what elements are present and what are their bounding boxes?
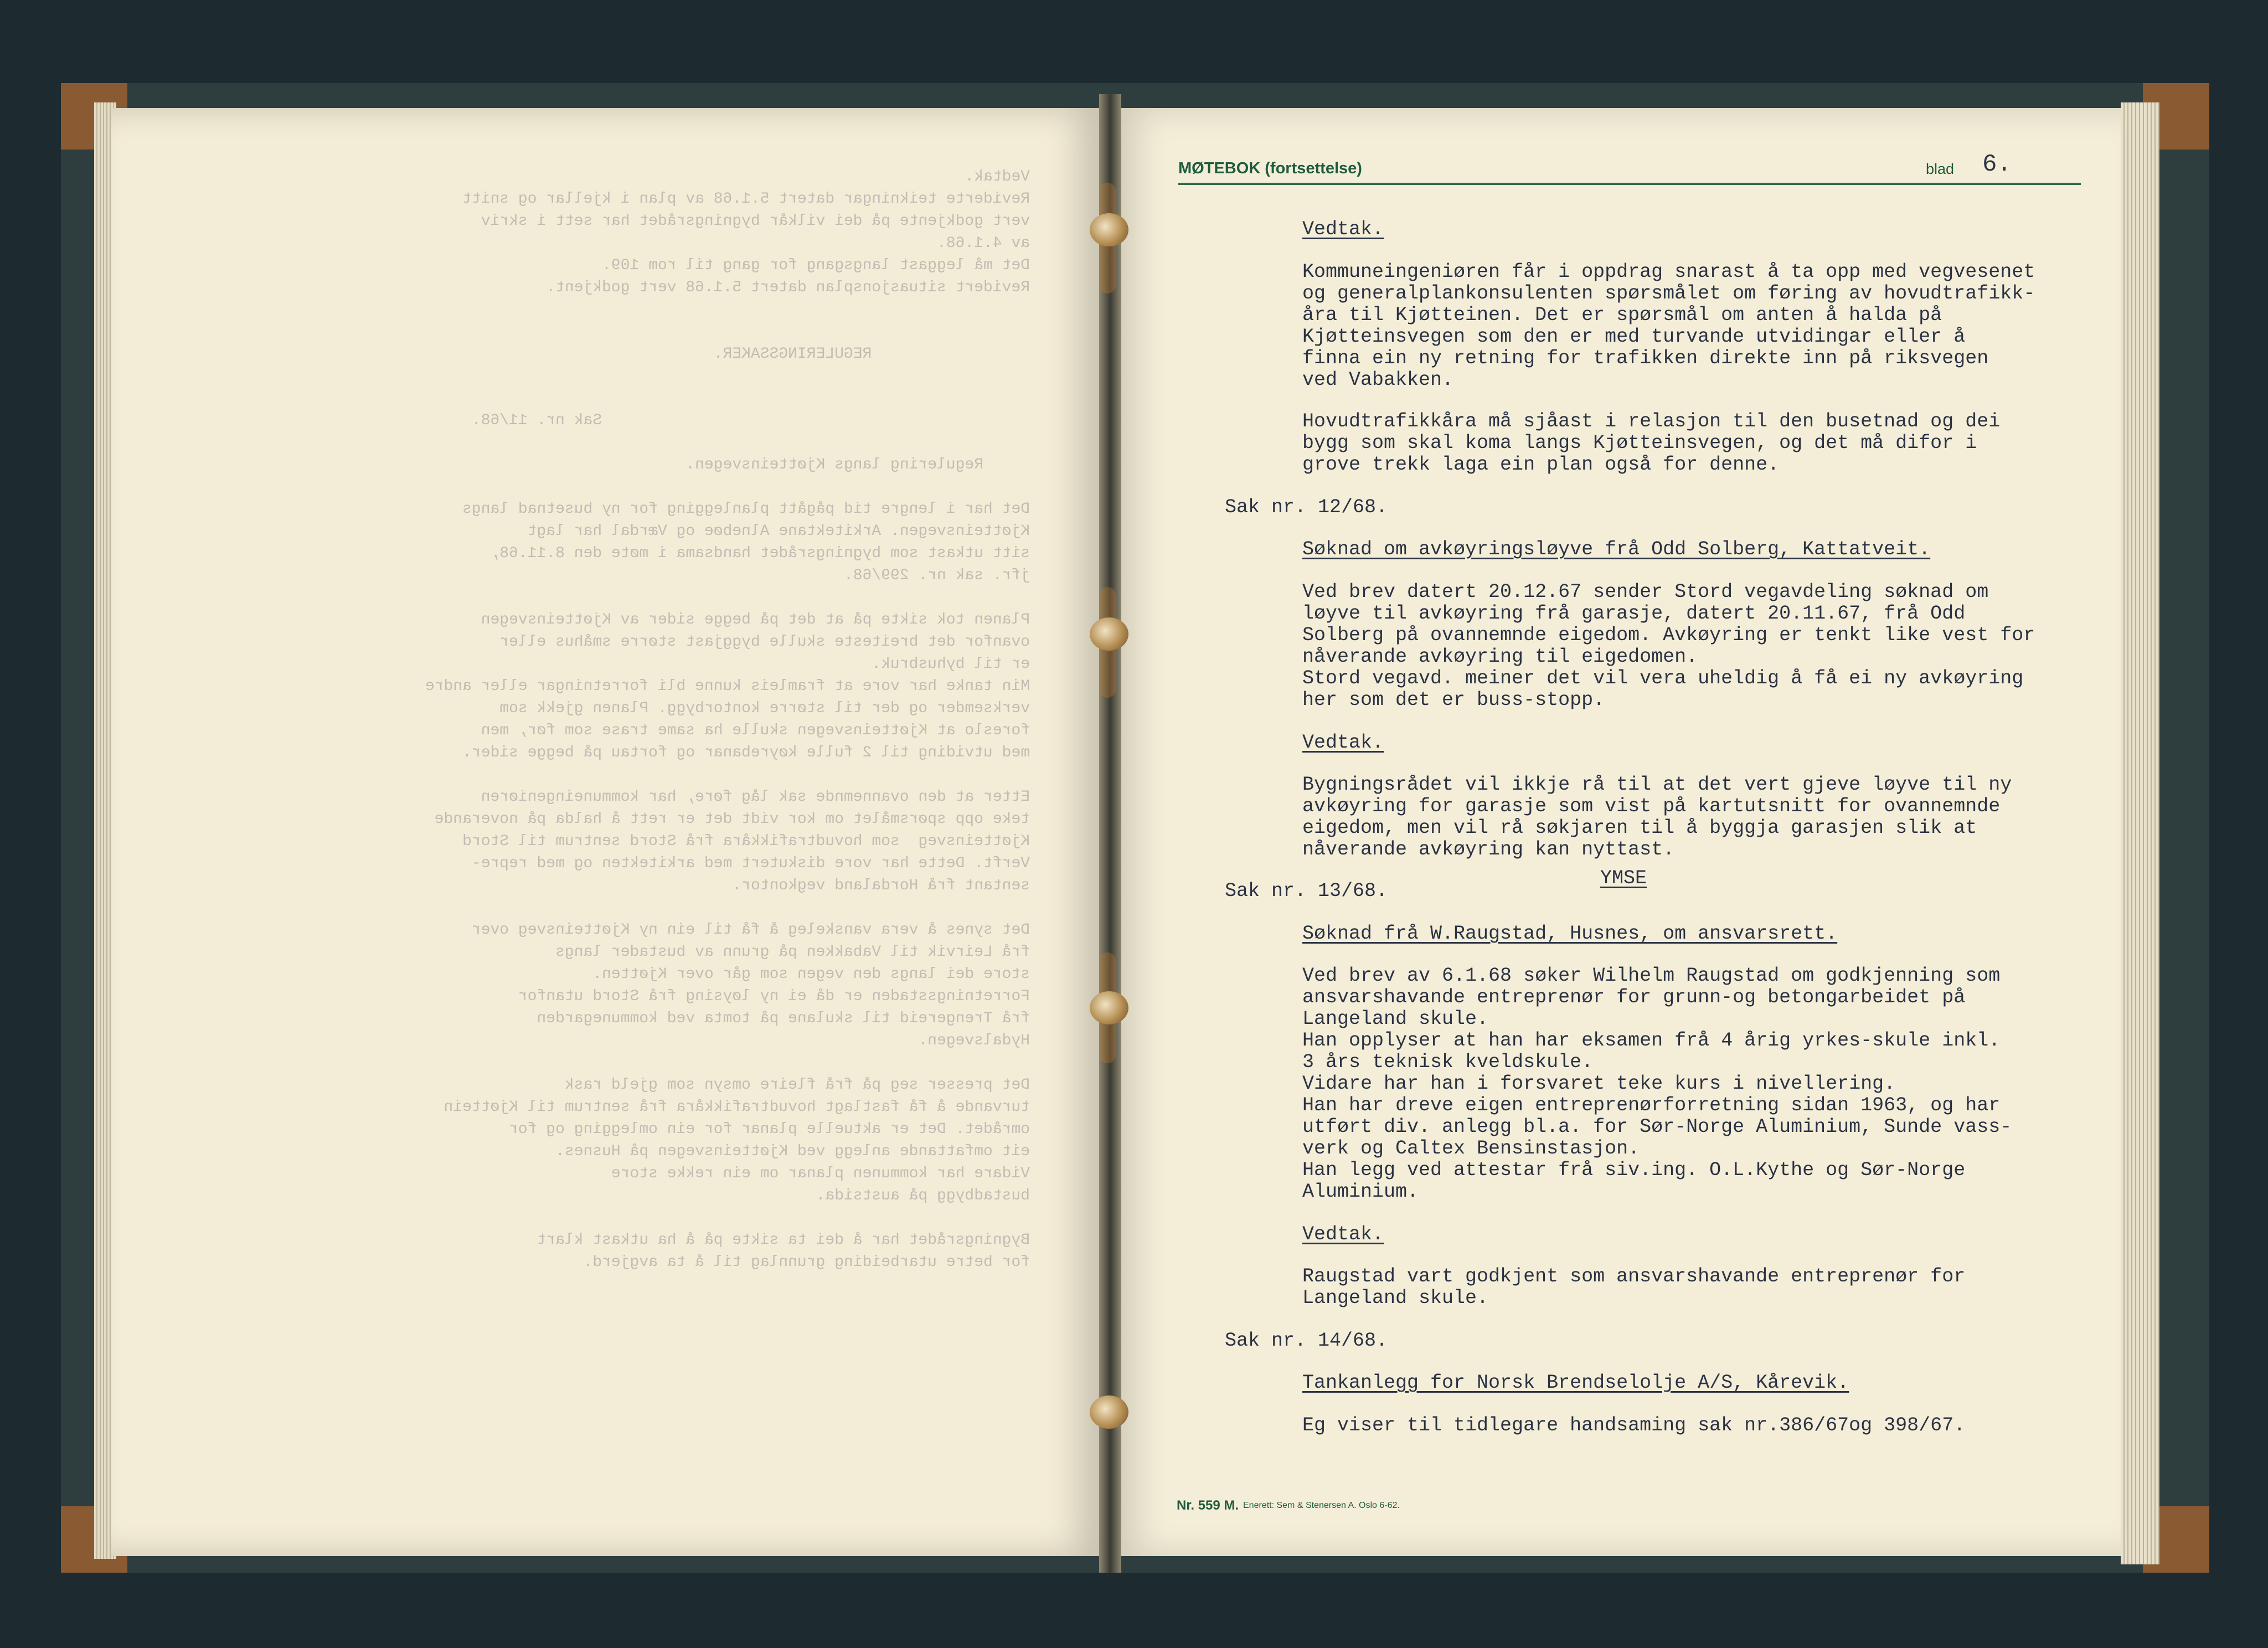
text-line: Tankanlegg for Norsk Brendselolje A/S, Kårevik. [1302, 1372, 1849, 1394]
text-line: nåverande avkøyring til eigedomen. [1302, 646, 1698, 668]
text-line: Sak nr. 14/68. [1225, 1330, 1388, 1352]
text-line: Søknad om avkøyringsløyve frå Odd Solberg, Kattatveit. [1302, 538, 1931, 560]
text-line: her som det er buss-stopp. [1302, 689, 1605, 711]
text-line: Ved brev datert 20.12.67 sender Stord vegavdeling søknad om [1302, 581, 1989, 603]
binder-ring [1090, 213, 1128, 246]
page-number: 6. [1982, 151, 2012, 178]
text-line: grove trekk laga ein plan også for denne. [1302, 454, 1780, 476]
text-line: eigedom, men vil rå søkjaren til å byggja garasjen slik at [1302, 817, 1977, 839]
text-line: Ved brev av 6.1.68 søker Wilhelm Raugstad om godkjenning som [1302, 965, 2001, 987]
text-line: Han legg ved attestar frå siv.ing. O.L.Kythe og Sør-Norge [1302, 1159, 1966, 1181]
page-header-title: MØTEBOK (fortsettelse) [1178, 159, 1362, 177]
text-line: ved Vabakken. [1302, 369, 1454, 391]
binder-ring [1090, 1395, 1128, 1429]
binder-ring [1090, 617, 1128, 651]
header-rule [1178, 183, 2081, 185]
text-line: ansvarshavande entreprenør for grunn-og betongarbeidet på [1302, 986, 1966, 1008]
text-line: Kjøtteinsvegen som den er med turvande utvidingar eller å [1302, 326, 1966, 348]
text-line: Han har dreve eigen entreprenørforretning sidan 1963, og har [1302, 1094, 2001, 1116]
text-line: avkøyring for garasje som vist på kartutsnitt for ovannemnde [1302, 795, 2001, 817]
text-line: Søknad frå W.Raugstad, Husnes, om ansvarsrett. [1302, 923, 1838, 945]
text-line: Han opplyser at han har eksamen frå 4 årig yrkes-skule inkl. [1302, 1029, 2001, 1052]
right-page-stack [2121, 102, 2159, 1564]
form-number: Nr. 559 M. [1177, 1498, 1239, 1513]
binder-ring [1090, 991, 1128, 1024]
text-line: bygg som skal koma langs Kjøtteinsvegen, og det må difor i [1302, 432, 1977, 454]
left-page-bleed-through-text: Vedtak. Reviderte teikningar datert 5.1.68 av plan i kjellar og snitt vert godkjente på dei vilkår bygningsrådet har sett i skriv av 4.1.68. Det må leggast langsgang for gang til rom 109. Revidert situasjonsplan datert 5.1.68 vert godkjent. REGULERINGSSAKER. Sak nr. 11/68. Regulering langs Kjøtteinsvegen. Det har i lengre tid pågått planlegging for ny busetnad langs Kjøtteinsvegen. Arkitektane Alnebøe og Værdal har lagt sitt utkast som bygningsrådet handsama i møte den 8.11.68, jfr. sak nr. 299/68. Planen tok sikte på at det på begge sider av Kjøtteinsvegen ovanfor det breiteste skulle byggjast større småhus eller er til byhusbruk. Min tanke har vore at framleis kunne bli forretningar eller andre verksemder og der til større kontorbygg. Planen gjekk som foreslo at Kjøtteinsvegen skulle ha same trase som før, men med utviding til 2 fulle køyrebanar og fortau på begge sider. Etter at den ovannemnde sak låg føre, har kommuneingeniøren teke opp spørsmålet om kor vidt det er rett å halda på noverande Kjøtteinsveg som hovudtrafikkåra frå Stord sentrum til Stord Verft. Dette har vore diskutert med arkitekten og med repre- sentant frå Hordaland vegkontor. Det synes å vera vanskeleg å få til ein ny Kjøtteinsveg over frå Leirvik til Vabakken på grunn av bustader langs store dei langs den vegen som går over Kjøtten. Forretningsstaden er då ei ny løysing frå Stord utanfor frå Trengereid til skulane på tomta ved kommunegarden Hydalsvegen. Det presser seg på frå fleire omsyn som gjeld rask turvande å få fastlagt hovudtrafikkåra frå sentrum til Kjøttein området. Det er aktuelle planar for ein omlegging og for eit omfattande anlegg ved Kjøtteinsvegen på Husnes. Vidare har kommunen planar om ein rekke store bustadbygg på austsida. Bygningsrådet har å dei ta sikte på å ha utkast klart for betre utarbeiding grunnlag til å ta avgjerd. [425, 168, 1030, 1271]
text-line: åra til Kjøtteinen. Det er spørsmål om anten å halda på [1302, 304, 1942, 326]
text-line: Eg viser til tidlegare handsaming sak nr.386/67og 398/67. [1302, 1414, 1966, 1436]
text-line: utført div. anlegg bl.a. for Sør-Norge Aluminium, Sunde vass- [1302, 1116, 2012, 1138]
text-line: nåverande avkøyring kan nyttast. [1302, 838, 1675, 861]
text-line: Hovudtrafikkåra må sjåast i relasjon til den busetnad og dei [1302, 410, 2001, 432]
text-line: finna ein ny retning for trafikken direkte inn på riksvegen [1302, 347, 1989, 369]
text-line: Kommuneingeniøren får i oppdrag snarast å ta opp med vegvesenet [1302, 261, 2035, 283]
text-line: Aluminium. [1302, 1181, 1419, 1203]
text-line: Raugstad vart godkjent som ansvarshavande entreprenør for [1302, 1265, 1966, 1288]
text-line: Stord vegavd. meiner det vil vera uheldig å få ei ny avkøyring [1302, 667, 2024, 689]
text-line: Langeland skule. [1302, 1287, 1489, 1309]
page-header-blad-label: blad [1926, 161, 1955, 177]
text-line: Sak nr. 12/68. [1225, 496, 1388, 518]
text-line: 3 års teknisk kveldskule. [1302, 1051, 1594, 1073]
book-spine [1099, 94, 1121, 1573]
text-line: Bygningsrådet vil ikkje rå til at det vert gjeve løyve til ny [1302, 774, 2012, 796]
text-line: Vedtak. [1302, 1223, 1384, 1245]
text-line: Vedtak. [1302, 732, 1384, 754]
text-line: Langeland skule. [1302, 1008, 1489, 1030]
text-line: YMSE [1600, 867, 1647, 889]
text-line: Vedtak. [1302, 218, 1384, 240]
text-line: Vidare har han i forsvaret teke kurs i nivellering. [1302, 1073, 1896, 1095]
printer-imprint: Enerett: Sem & Stenersen A. Oslo 6-62. [1243, 1501, 1400, 1510]
text-line: Sak nr. 13/68. [1225, 880, 1388, 902]
text-line: og generalplankonsulenten spørsmålet om føring av hovudtrafikk- [1302, 282, 2035, 305]
text-line: løyve til avkøyring frå garasje, datert 20.11.67, frå Odd [1302, 602, 1966, 625]
text-line: verk og Caltex Bensinstasjon. [1302, 1137, 1640, 1160]
text-line: Solberg på ovannemnde eigedom. Avkøyring er tenkt like vest for [1302, 624, 2035, 646]
